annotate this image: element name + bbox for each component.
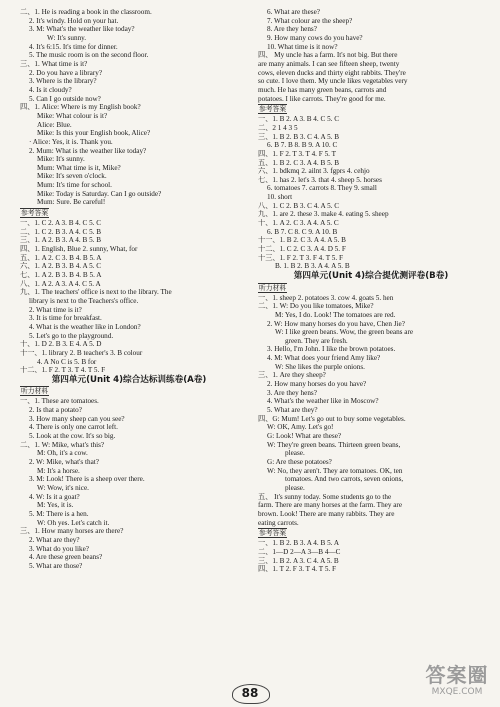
text-line: 5. M: There is a hen. — [29, 509, 89, 518]
text-line: 十、1. D 2. B 3. E 4. A 5. D — [20, 340, 102, 349]
text-line: 十三、1. F 2. T 3. F 4. T 5. F — [258, 253, 343, 262]
text-line: W: Oh yes. Let's catch it. — [37, 518, 110, 527]
page-number-text: 88 — [241, 686, 259, 700]
text-line: 一、1. sheep 2. potatoes 3. cow 4. goats 5. hen — [258, 293, 394, 302]
text-line: 7. What colour are the sheep? — [267, 16, 353, 25]
text-line: 十、1. A 2. C 3. A 4. A 5. C — [258, 219, 339, 228]
text-line: so cute. I love them. My uncle likes vegetables very — [258, 77, 408, 86]
watermark-sub: MXQE.COM — [431, 687, 483, 697]
text-line: 八、1. C 2. B 3. C 4. A 5. C — [258, 201, 340, 210]
text-line: 3. It is time for breakfast. — [29, 314, 102, 323]
text-line: 5. Look at the cow. It's so big. — [29, 432, 116, 441]
text-line: 二、1. He is reading a book in the classroom. — [20, 8, 152, 16]
text-line: 3. Hello, I'm John. I like the brown potatoes. — [267, 345, 396, 354]
text-line: brown. Look! There are many rabbits. They are — [258, 509, 395, 518]
text-line: 四、1. Alice: Where is my English book? — [20, 103, 141, 112]
text-line: 四、1. F 2. T 3. T 4. F 5. T — [258, 149, 337, 158]
text-line: 5. Let's go to the playground. — [29, 331, 114, 340]
text-line: 3. How many sheep can you see? — [29, 414, 125, 423]
text-line: M: Yes, it is. — [37, 501, 74, 510]
text-line: Alice: Blue. — [37, 120, 72, 129]
section-label: 参考答案 — [259, 529, 287, 538]
text-line: 四、1. T 2. F 3. T 4. T 5. F — [258, 565, 337, 574]
text-line: 十二、1. C 2. C 3. A 4. D 5. F — [258, 245, 346, 254]
text-line: 3. M: What's the weather like today? — [29, 25, 135, 34]
text-line: Mike: It's seven o'clock. — [37, 172, 107, 181]
text-line: 3. What do you like? — [29, 544, 89, 553]
text-line: 四、 My uncle has a farm. It's not big. But there — [258, 51, 398, 60]
text-line: potatoes. I like carrots. They're good for me. — [258, 94, 386, 103]
section-heading: 第四单元(Unit 4)综合达标训练卷(A卷) — [51, 374, 207, 385]
text-line: 3. Where is the library? — [29, 77, 97, 86]
text-line: 九、1. are 2. these 3. make 4. eating 5. sheep — [258, 210, 389, 219]
text-line: 4. A No C is 5. B for — [37, 357, 97, 366]
section-label-row — [258, 282, 484, 294]
text-line: 5. Can I go outside now? — [29, 94, 101, 103]
text-line: cows, eleven ducks and thirty eight rabbits. They're — [258, 68, 406, 77]
text-line: 6. tomatoes 7. carrots 8. They 9. small — [267, 184, 377, 193]
text-line: 八、1. A 2. A 3. A 4. C 5. A — [20, 279, 101, 288]
text-line: 一、1. These are tomatoes. — [20, 397, 99, 406]
text-line: Mum: What time is it, Mike? — [37, 163, 121, 172]
text-line: 一、1. C 2. A 3. B 4. C 5. C — [20, 219, 102, 228]
text-line: 三、1. B 2. B 3. C 4. A 5. B — [258, 132, 340, 141]
text-line: 6. What are these? — [267, 8, 320, 16]
text-line: 2. How many horses do you have? — [267, 380, 367, 389]
text-line: 二、1. W: Mike, what's this? — [20, 440, 105, 449]
text-line: Mike: It's sunny. — [37, 155, 85, 164]
text-line: 一、1. B 2. A 3. B 4. C 5. C — [258, 115, 340, 124]
text-line: library is next to the Teachers's office. — [29, 297, 139, 305]
section-label: 听力材料 — [21, 387, 49, 396]
section-label-row — [20, 207, 238, 219]
text-line: 5. The music room is on the second floor. — [29, 51, 149, 60]
right-column — [258, 8, 484, 574]
text-line: 五、1. B 2. C 3. A 4. B 5. B — [258, 158, 340, 167]
text-line: W: It's sunny. — [47, 33, 87, 42]
text-line: · Alice: Yes, it is. Thank you. — [29, 137, 113, 146]
text-line: G: Are these potatoes? — [267, 458, 332, 466]
text-line: 二、2 1 4 3 5 — [258, 123, 298, 132]
text-line: 三、1. Are they sheep? — [258, 371, 326, 380]
text-line: 2. W: How many horses do you have, Chen Jie? — [267, 319, 405, 328]
text-line: 3. Are they hens? — [267, 388, 317, 397]
text-line: 十一、1. library 2. B teacher's 3. B colour — [20, 348, 143, 357]
section-label-row — [258, 527, 484, 539]
text-line: 三、1. A 2. B 3. A 4. B 5. B — [20, 236, 102, 245]
text-line: 七、1. has 2. let's 3. that 4. sheep 5. horses — [258, 175, 382, 184]
text-line: 二、1. W: Do you like tomatoes, Mike? — [258, 302, 374, 311]
text-line: green. They are fresh. — [285, 336, 348, 345]
section-label: 参考答案 — [21, 209, 49, 218]
text-line: 10. short — [267, 193, 293, 202]
page-number — [226, 683, 274, 703]
text-line: 4. There is only one carrot left. — [29, 423, 118, 432]
text-line: 4. Are these green beans? — [29, 553, 103, 562]
text-line: 5. What are they? — [267, 406, 318, 415]
text-line: 六、1. bdkmq 2. ailnt 3. fgprs 4. cehjo — [258, 167, 370, 176]
text-line: farm. There are many horses at the farm. They are — [258, 501, 403, 510]
watermark-main: 答案圈 — [425, 663, 489, 687]
text-line: 十二、1. F 2. T 3. T 4. T 5. F — [20, 366, 106, 375]
section-label: 听力材料 — [259, 283, 287, 292]
section-label: 参考答案 — [259, 105, 287, 114]
text-line: 六、1. A 2. B 3. B 4. A 5. C — [20, 262, 102, 271]
text-line: 4. What is the weather like in London? — [29, 322, 141, 331]
text-line: W: Wow, it's nice. — [37, 483, 89, 492]
text-line: 二、1—D 2—A 3—B 4—C — [258, 547, 341, 556]
text-line: 4. W: Is it a goat? — [29, 492, 80, 501]
text-line: 2. It's windy. Hold on your hat. — [29, 16, 119, 25]
text-line: 4. What's the weather like in Moscow? — [267, 397, 379, 406]
text-line: 三、1. How many horses are there? — [20, 527, 124, 536]
text-line: Mike: Today is Saturday. Can I go outside? — [37, 189, 162, 198]
text-line: 二、1. C 2. B 3. A 4. C 5. B — [20, 227, 102, 236]
text-line: Mum: Sure. Be careful! — [37, 198, 106, 207]
section-label-row — [20, 385, 238, 397]
text-line: 3. M: Look! There is a sheep over there. — [29, 475, 145, 484]
text-line: 九、1. The teachers' office is next to the library. The — [20, 288, 172, 297]
text-line: W: No, they aren't. They are tomatoes. OK, ten — [267, 466, 403, 475]
text-line: 9. How many cows do you have? — [267, 33, 363, 42]
text-line: 2. What time is it? — [29, 305, 82, 314]
text-line: 5. What are those? — [29, 561, 83, 570]
text-line: are many animals. I can see fifteen sheep, twenty — [258, 59, 400, 68]
text-line: much. He has many green beans, carrots and — [258, 85, 387, 94]
text-line: M: Yes, I do. Look! The tomatoes are red. — [275, 310, 396, 319]
text-line: 三、1. What time is it? — [20, 59, 88, 68]
watermark-logo — [420, 663, 494, 703]
text-line: G: Look! What are these? — [267, 432, 342, 441]
text-line: 七、1. A 2. B 3. B 4. B 5. A — [20, 271, 102, 280]
text-line: 2. Is that a potato? — [29, 406, 82, 415]
section-heading: 第四单元(Unit 4)综合提优测评卷(B卷) — [293, 271, 449, 282]
text-line: M: It's a horse. — [37, 466, 80, 475]
text-line: please. — [285, 449, 305, 458]
text-line: W: They're green beans. Thirteen green beans, — [267, 440, 401, 449]
text-line: 五、 It's sunny today. Some students go to the — [258, 492, 392, 501]
text-line: 十一、1. B 2. C 3. A 4. A 5. B — [258, 236, 346, 245]
text-line: 三、1. B 2. A 3. C 4. A 5. B — [258, 556, 339, 565]
text-line: 2. What are they? — [29, 535, 80, 544]
text-line: eating carrots. — [258, 518, 299, 527]
text-line: 4. Is it cloudy? — [29, 85, 72, 94]
text-line: 2. Mum: What is the weather like today? — [29, 146, 147, 155]
text-line: B. 1. B 2. B 3. A 4. A 5. B — [275, 262, 350, 271]
text-line: please. — [285, 483, 305, 492]
text-line: W: OK, Amy. Let's go! — [267, 423, 334, 432]
text-line: Mike: What colour is it? — [37, 111, 108, 120]
text-line: 4. It's 6:15. It's time for dinner. — [29, 42, 118, 51]
text-line: W: I like green beans. Wow, the green beans are — [275, 328, 414, 337]
text-line: 6. B 7. B 8. B 9. A 10. C — [267, 141, 338, 150]
text-line: 2. W: Mike, what's that? — [29, 458, 99, 466]
text-line: W: She likes the purple onions. — [275, 362, 365, 371]
text-line: 4. M: What does your friend Amy like? — [267, 354, 381, 363]
text-line: 一、1. B 2. B 3. A 4. B 5. A — [258, 539, 340, 548]
section-label-row — [258, 103, 484, 115]
text-line: 10. What time is it now? — [267, 42, 338, 51]
text-line: 五、1. A 2. C 3. B 4. B 5. A — [20, 253, 102, 262]
text-line: Mum: It's time for school. — [37, 181, 112, 190]
text-line: 8. Are they hens? — [267, 25, 317, 34]
text-line: Mike: Is this your English book, Alice? — [37, 129, 151, 138]
text-line: 四、G: Mum! Let's go out to buy some vegetables. — [258, 414, 406, 423]
text-line: 2. Do you have a library? — [29, 68, 103, 77]
text-line: tomatoes. And two carrots, seven onions, — [285, 475, 404, 484]
text-line: 6. B 7. C 8. C 9. A 10. B — [267, 227, 338, 236]
text-line: M: Oh, it's a cow. — [37, 449, 88, 458]
left-column — [20, 8, 238, 571]
text-line: 四、1. English, Blue 2. sunny, What, for — [20, 245, 138, 254]
